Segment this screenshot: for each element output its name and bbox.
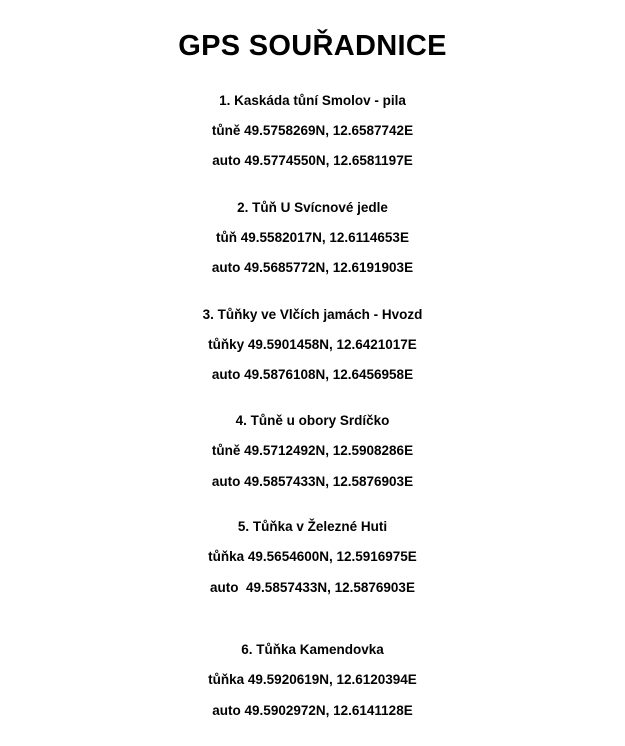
location-1-site-coordinates: tůně 49.5758269N, 12.6587742E	[211, 123, 414, 138]
location-5-car-coordinates: auto 49.5857433N, 12.5876903E	[210, 580, 415, 595]
location-6-site-coordinates: tůňka 49.5920619N, 12.6120394E	[208, 672, 417, 687]
page-title: GPS SOUŘADNICE	[178, 30, 447, 62]
location-3-site-coordinates: tůňky 49.5901458N, 12.6421017E	[208, 337, 417, 352]
location-4-car-coordinates: auto 49.5857433N, 12.5876903E	[211, 474, 414, 489]
location-3-name: 3. Tůňky ve Vlčích jamách - Hvozd	[202, 307, 423, 322]
location-6-car-coordinates: auto 49.5902972N, 12.6141128E	[212, 703, 413, 718]
location-4-site-coordinates: tůně 49.5712492N, 12.5908286E	[211, 443, 414, 458]
location-2-site-coordinates: tůň 49.5582017N, 12.6114653E	[216, 230, 409, 245]
location-1-car-coordinates: auto 49.5774550N, 12.6581197E	[212, 153, 413, 168]
location-2-name: 2. Tůň U Svícnové jedle	[237, 200, 388, 215]
location-2-car-coordinates: auto 49.5685772N, 12.6191903E	[211, 260, 414, 275]
location-5-name: 5. Tůňka v Železné Huti	[237, 519, 388, 534]
location-6-name: 6. Tůňka Kamendovka	[241, 642, 384, 657]
location-5-site-coordinates: tůňka 49.5654600N, 12.5916975E	[208, 549, 417, 564]
location-3-car-coordinates: auto 49.5876108N, 12.6456958E	[211, 367, 414, 382]
location-1-name: 1. Kaskáda tůní Smolov - pila	[219, 93, 406, 108]
location-4-name: 4. Tůně u obory Srdíčko	[235, 413, 390, 428]
